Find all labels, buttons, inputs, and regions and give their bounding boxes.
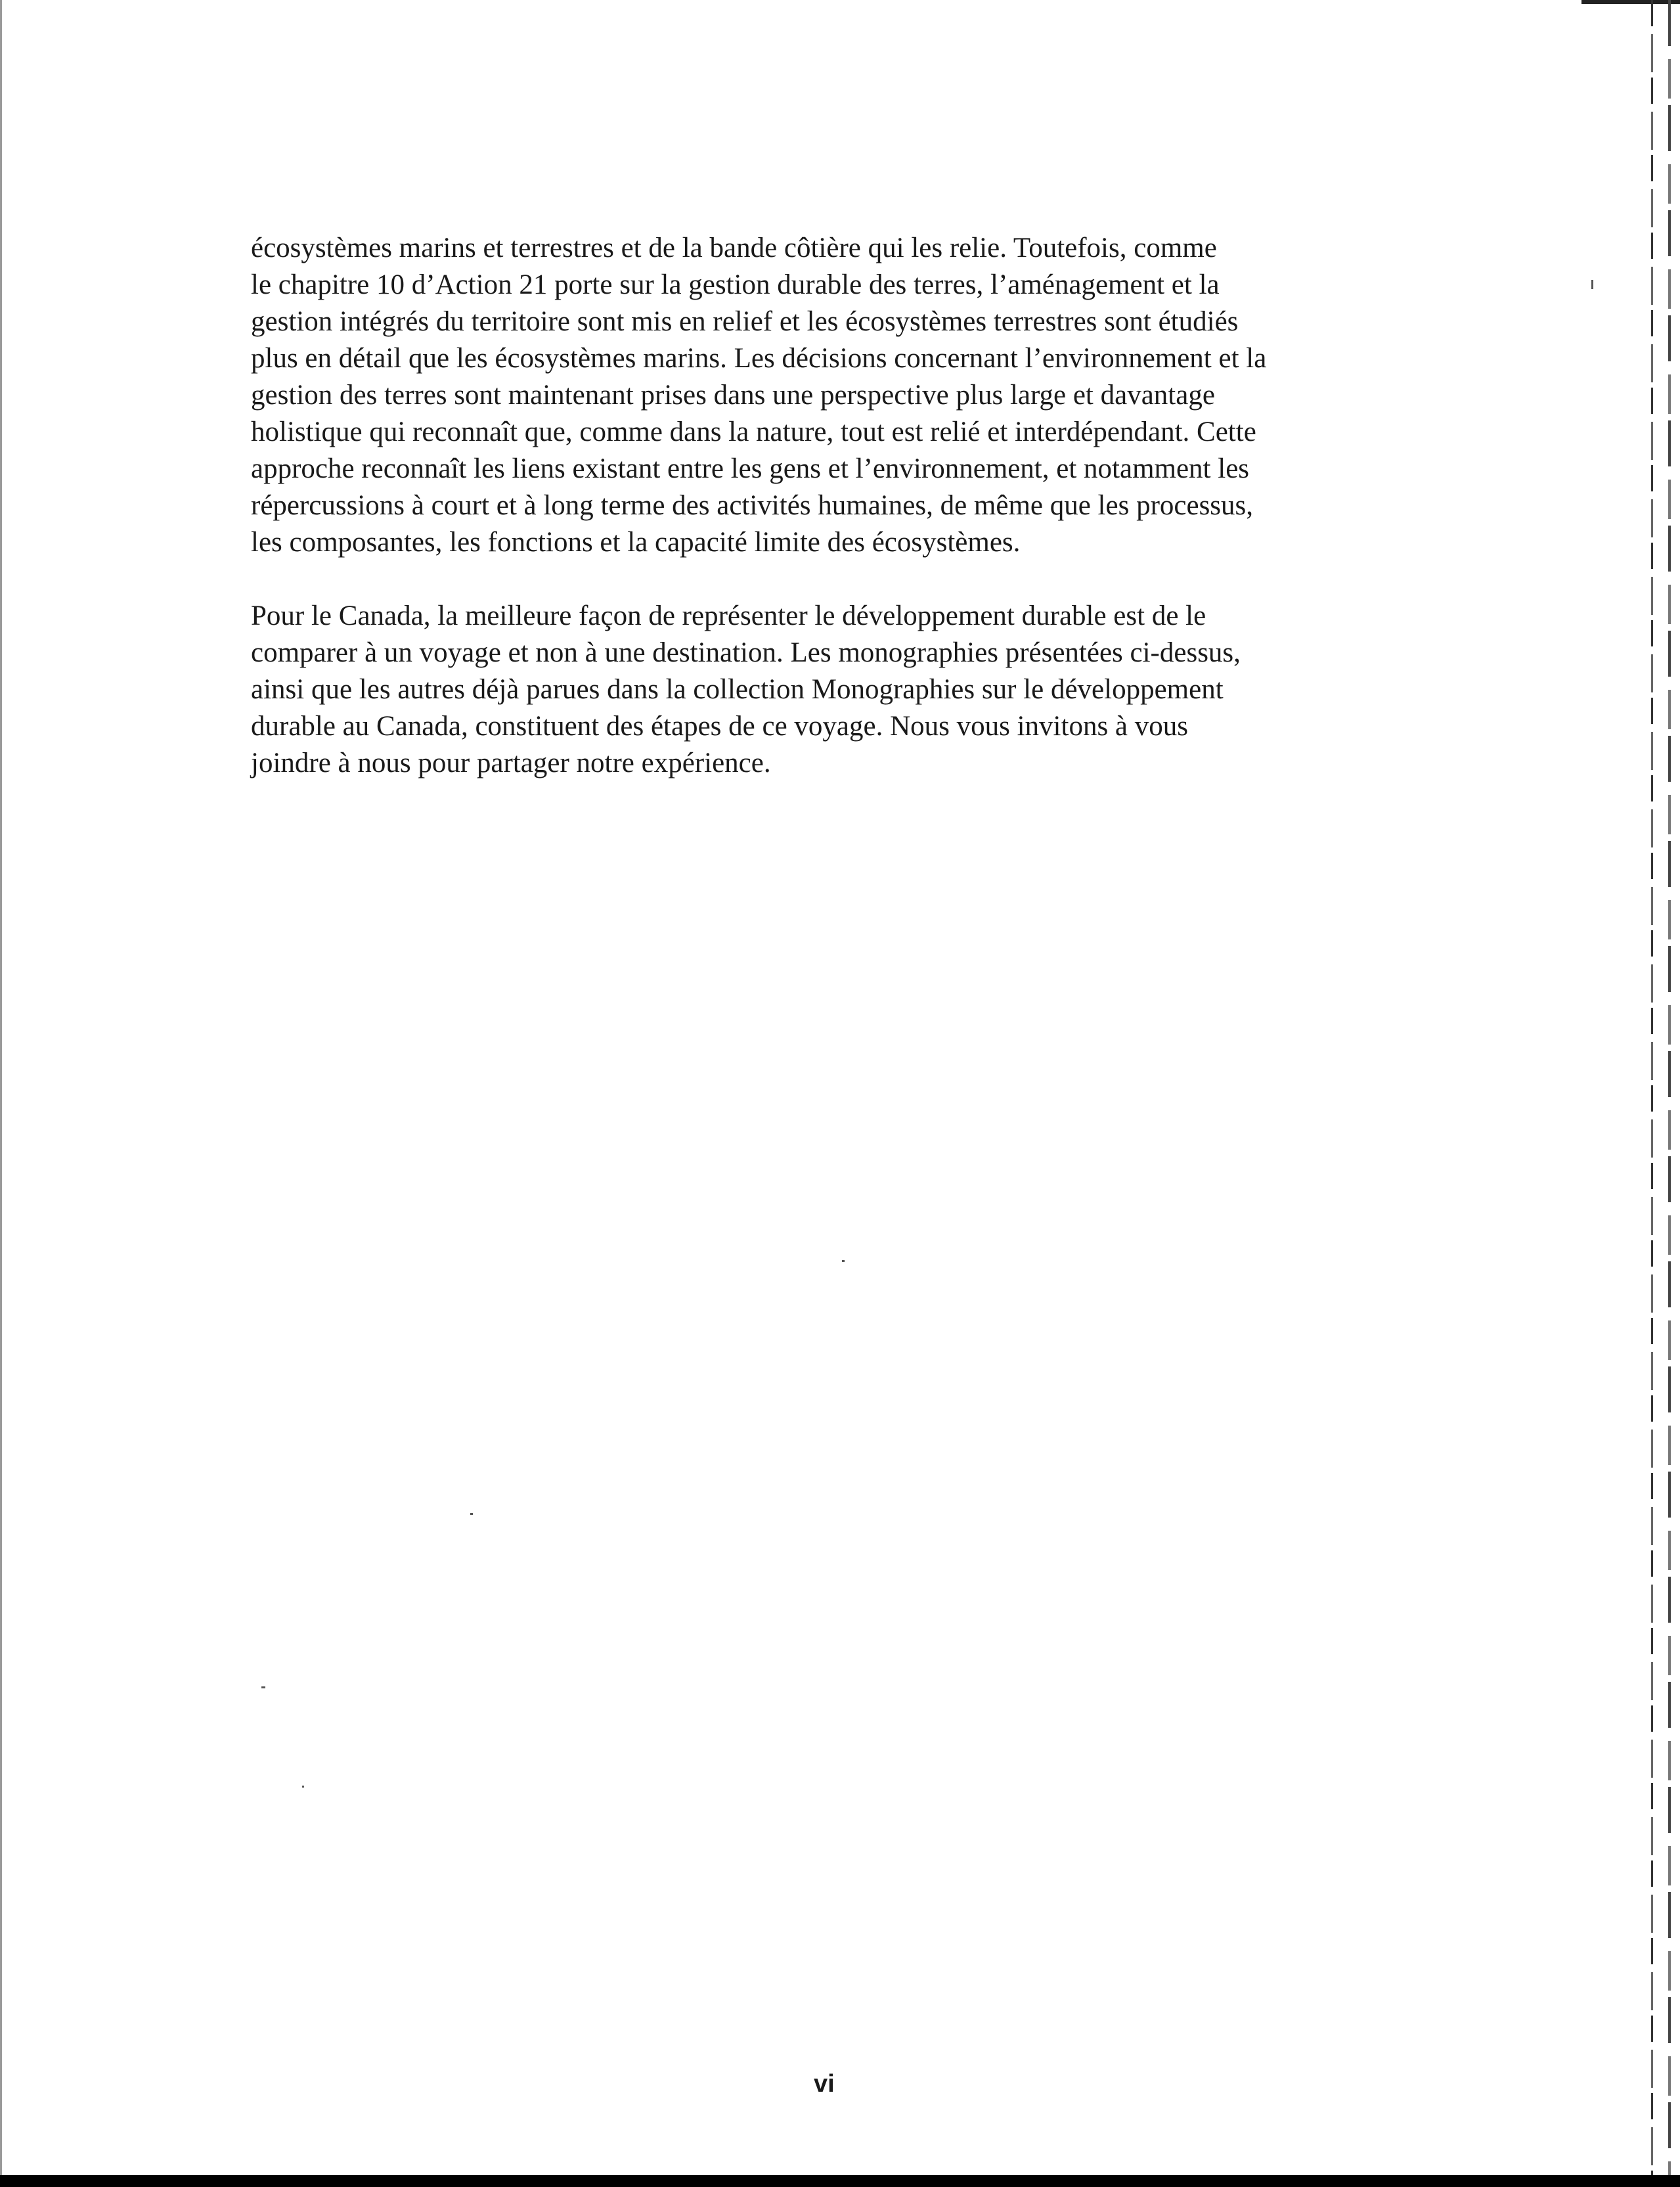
scan-left-edge <box>0 0 2 2187</box>
text-line: le chapitre 10 d’Action 21 porte sur la gestion durable des terres, l’aménagement et la <box>251 269 1220 300</box>
text-line: gestion intégrés du territoire sont mis en relief et les écosystèmes terrestres sont étudiés <box>251 306 1239 337</box>
text-line: durable au Canada, constituent des étapes de ce voyage. Nous vous invitons à vous <box>251 711 1188 742</box>
paragraph-canada-journey <box>251 598 1440 782</box>
page-number: vi <box>814 2070 835 2098</box>
text-line: holistique qui reconnaît que, comme dans la nature, tout est relié et interdépendant. Cette <box>251 417 1256 447</box>
body-text <box>251 230 1440 782</box>
text-line: écosystèmes marins et terrestres et de la bande côtière qui les relie. Toutefois, comme <box>251 233 1217 263</box>
text-line: gestion des terres sont maintenant prises dans une perspective plus large et davantage <box>251 380 1215 411</box>
text-line: joindre à nous pour partager notre expérience. <box>251 748 771 778</box>
text-line: les composantes, les fonctions et la capacité limite des écosystèmes. <box>251 527 1021 558</box>
scan-speck <box>302 1786 304 1788</box>
text-line: Pour le Canada, la meilleure façon de représenter le développement durable est de le <box>251 600 1206 631</box>
scan-bottom-band <box>0 2175 1680 2187</box>
scan-speck <box>261 1686 265 1688</box>
paragraph-ecosystems <box>251 230 1440 561</box>
text-line: comparer à un voyage et non à une destination. Les monographies présentées ci-dessus, <box>251 637 1241 668</box>
text-line: répercussions à court et à long terme des activités humaines, de même que les processus, <box>251 490 1254 521</box>
scan-right-edge-outer <box>1668 0 1671 2187</box>
scan-right-edge <box>1651 0 1653 2187</box>
text-line: approche reconnaît les liens existant entre les gens et l’environnement, et notamment les <box>251 453 1250 484</box>
scan-speck <box>470 1513 473 1515</box>
text-line: ainsi que les autres déjà parues dans la collection Monographies sur le développement <box>251 674 1224 705</box>
text-line: plus en détail que les écosystèmes marins. Les décisions concernant l’environnement et la <box>251 343 1267 374</box>
scan-speck <box>1591 280 1593 289</box>
scan-speck <box>842 1260 845 1262</box>
scan-top-right-rule <box>1581 0 1680 4</box>
